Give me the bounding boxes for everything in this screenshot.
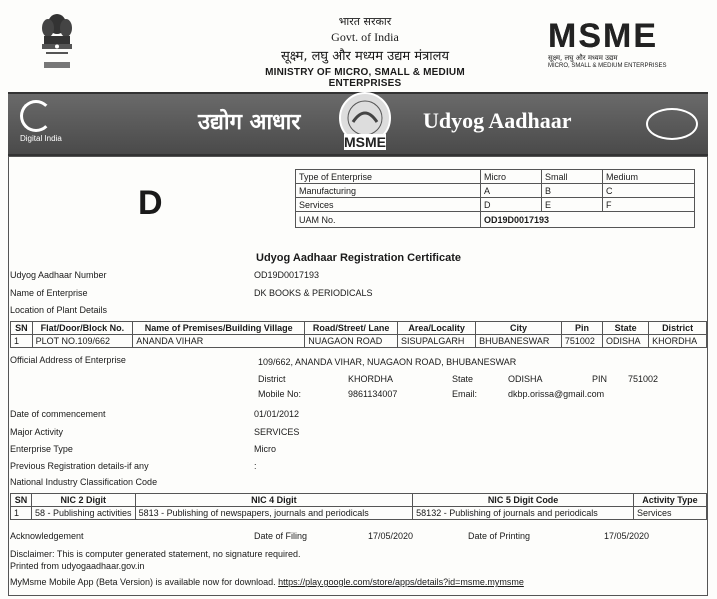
table-header: State bbox=[603, 322, 649, 335]
table-header: Name of Premises/Building Village bbox=[133, 322, 305, 335]
activity-value: SERVICES bbox=[254, 427, 300, 437]
state-label: State bbox=[452, 374, 474, 384]
commencement-value: 01/01/2012 bbox=[254, 409, 300, 419]
enterprise-class-letter: D bbox=[138, 184, 163, 222]
uam-value: OD19D0017193 bbox=[481, 212, 695, 228]
enterprise-type-value: Micro bbox=[254, 444, 276, 454]
table-cell: 751002 bbox=[561, 335, 602, 348]
table-header: NIC 4 Digit bbox=[135, 494, 413, 507]
table-header: Activity Type bbox=[633, 494, 706, 507]
table-cell: Services bbox=[633, 507, 706, 520]
table-header: NIC 5 Digit Code bbox=[413, 494, 634, 507]
table-row bbox=[296, 170, 695, 184]
table-cell: 5813 - Publishing of newspapers, journals and periodicals bbox=[135, 507, 413, 520]
table-cell: Manufacturing bbox=[296, 184, 481, 198]
mobile-label: Mobile No: bbox=[258, 389, 302, 399]
table-row bbox=[296, 212, 695, 228]
table-cell: Services bbox=[296, 198, 481, 212]
table-cell: 58132 - Publishing of journals and periodicals bbox=[413, 507, 634, 520]
table-cell: F bbox=[603, 198, 695, 212]
nic-table bbox=[10, 493, 707, 520]
table-header: Road/Street/ Lane bbox=[305, 322, 398, 335]
pin-label: PIN bbox=[592, 374, 608, 384]
msme-sub: MICRO, SMALL & MEDIUM ENTERPRISES bbox=[548, 63, 667, 69]
previous-registration-label: Previous Registration details-if any bbox=[10, 461, 149, 471]
table-cell: NUAGAON ROAD bbox=[305, 335, 398, 348]
table-cell: 1 bbox=[11, 335, 33, 348]
email-value: dkbp.orissa@gmail.com bbox=[508, 389, 605, 399]
filing-date-label: Date of Filing bbox=[254, 531, 308, 541]
table-cell: C bbox=[603, 184, 695, 198]
govt-hindi: भारत सरकार bbox=[338, 15, 392, 28]
table-cell: PLOT NO.109/662 bbox=[32, 335, 133, 348]
printed-from: Printed from udyogaadhaar.gov.in bbox=[10, 561, 145, 571]
official-address-label: Official Address of Enterprise bbox=[10, 355, 126, 365]
table-cell: Medium bbox=[603, 170, 695, 184]
printing-date-label: Date of Printing bbox=[468, 531, 531, 541]
table-cell: E bbox=[542, 198, 603, 212]
table-cell: ODISHA bbox=[603, 335, 649, 348]
table-cell: Small bbox=[542, 170, 603, 184]
table-row bbox=[11, 322, 707, 335]
acknowledgement-label: Acknowledgement bbox=[10, 531, 84, 541]
printing-date-value: 17/05/2020 bbox=[604, 531, 650, 541]
table-row bbox=[296, 184, 695, 198]
enterprise-type-table bbox=[295, 169, 695, 228]
plant-location-label: Location of Plant Details bbox=[10, 305, 108, 315]
nic-label: National Industry Classification Code bbox=[10, 477, 158, 487]
uam-label: UAM No. bbox=[296, 212, 481, 228]
udyog-banner bbox=[8, 92, 708, 156]
mobile-value: 9861134007 bbox=[348, 389, 398, 399]
app-notice bbox=[10, 577, 524, 587]
banner-title: Udyog Aadhaar bbox=[423, 108, 572, 133]
table-cell: KHORDHA bbox=[649, 335, 707, 348]
enterprise-name-value: DK BOOKS & PERIODICALS bbox=[254, 288, 373, 298]
msme-logo bbox=[548, 17, 678, 69]
table-header: District bbox=[649, 322, 707, 335]
table-cell: 1 bbox=[11, 507, 32, 520]
govt-english: Govt. of India bbox=[331, 30, 399, 44]
table-header: Flat/Door/Block No. bbox=[32, 322, 133, 335]
district-label: District bbox=[258, 374, 286, 384]
table-cell: SISUPALGARH bbox=[398, 335, 476, 348]
digital-india-icon bbox=[20, 100, 52, 132]
table-cell: B bbox=[542, 184, 603, 198]
msme-mark: MSME bbox=[548, 17, 658, 55]
aadhaar-number-value: OD19D0017193 bbox=[254, 270, 320, 280]
seal-label: MSME bbox=[344, 134, 386, 150]
table-cell: A bbox=[481, 184, 542, 198]
table-header: NIC 2 Digit bbox=[32, 494, 136, 507]
filing-date-value: 17/05/2020 bbox=[368, 531, 414, 541]
official-address-value: 109/662, ANANDA VIHAR, NUAGAON ROAD, BHUBANESWAR bbox=[258, 357, 517, 367]
msme-seal-icon bbox=[326, 92, 404, 154]
table-header: SN bbox=[11, 494, 32, 507]
previous-registration-value: : bbox=[254, 461, 257, 471]
national-emblem-icon bbox=[36, 10, 78, 76]
commencement-label: Date of commencement bbox=[10, 409, 106, 419]
table-cell: D bbox=[481, 198, 542, 212]
table-header: City bbox=[476, 322, 562, 335]
enterprise-type-label: Enterprise Type bbox=[10, 444, 73, 454]
digital-india-label: Digital India bbox=[20, 134, 62, 143]
table-header: SN bbox=[11, 322, 33, 335]
table-header: Area/Locality bbox=[398, 322, 476, 335]
table-row bbox=[11, 507, 707, 520]
msme-sub-hindi: सूक्ष्म, लघु और मध्यम उद्यम bbox=[548, 54, 618, 62]
table-cell: 58 - Publishing activities bbox=[32, 507, 136, 520]
app-notice-text: MyMsme Mobile App (Beta Version) is available now for download. bbox=[10, 577, 279, 587]
table-cell: Type of Enterprise bbox=[296, 170, 481, 184]
table-row bbox=[11, 494, 707, 507]
table-row bbox=[296, 198, 695, 212]
ministry-hindi: सूक्ष्म, लघु और मध्यम उद्यम मंत्रालय bbox=[281, 49, 449, 64]
table-row bbox=[11, 335, 707, 348]
digital-india-logo bbox=[20, 100, 62, 143]
banner-title-hindi: उद्योग आधार bbox=[198, 110, 301, 135]
table-cell: Micro bbox=[481, 170, 542, 184]
right-emblem-icon bbox=[646, 108, 698, 140]
ministry-name: MINISTRY OF MICRO, SMALL & MEDIUM ENTERPRISES bbox=[265, 67, 465, 89]
govt-heading bbox=[230, 14, 500, 89]
header bbox=[0, 0, 717, 88]
activity-label: Major Activity bbox=[10, 427, 64, 437]
plant-details-table bbox=[10, 321, 707, 348]
table-cell: BHUBANESWAR bbox=[476, 335, 562, 348]
certificate-title: Udyog Aadhaar Registration Certificate bbox=[256, 252, 461, 264]
district-value: KHORDHA bbox=[348, 374, 394, 384]
state-value: ODISHA bbox=[508, 374, 543, 384]
enterprise-name-label: Name of Enterprise bbox=[10, 288, 88, 298]
app-download-link[interactable]: https://play.google.com/store/apps/details?id=msme.mymsme bbox=[278, 577, 524, 587]
aadhaar-number-label: Udyog Aadhaar Number bbox=[10, 270, 107, 280]
table-header: Pin bbox=[561, 322, 602, 335]
pin-value: 751002 bbox=[628, 374, 659, 384]
disclaimer: Disclaimer: This is computer generated statement, no signature required. bbox=[10, 549, 301, 559]
email-label: Email: bbox=[452, 389, 478, 399]
table-cell: ANANDA VIHAR bbox=[133, 335, 305, 348]
